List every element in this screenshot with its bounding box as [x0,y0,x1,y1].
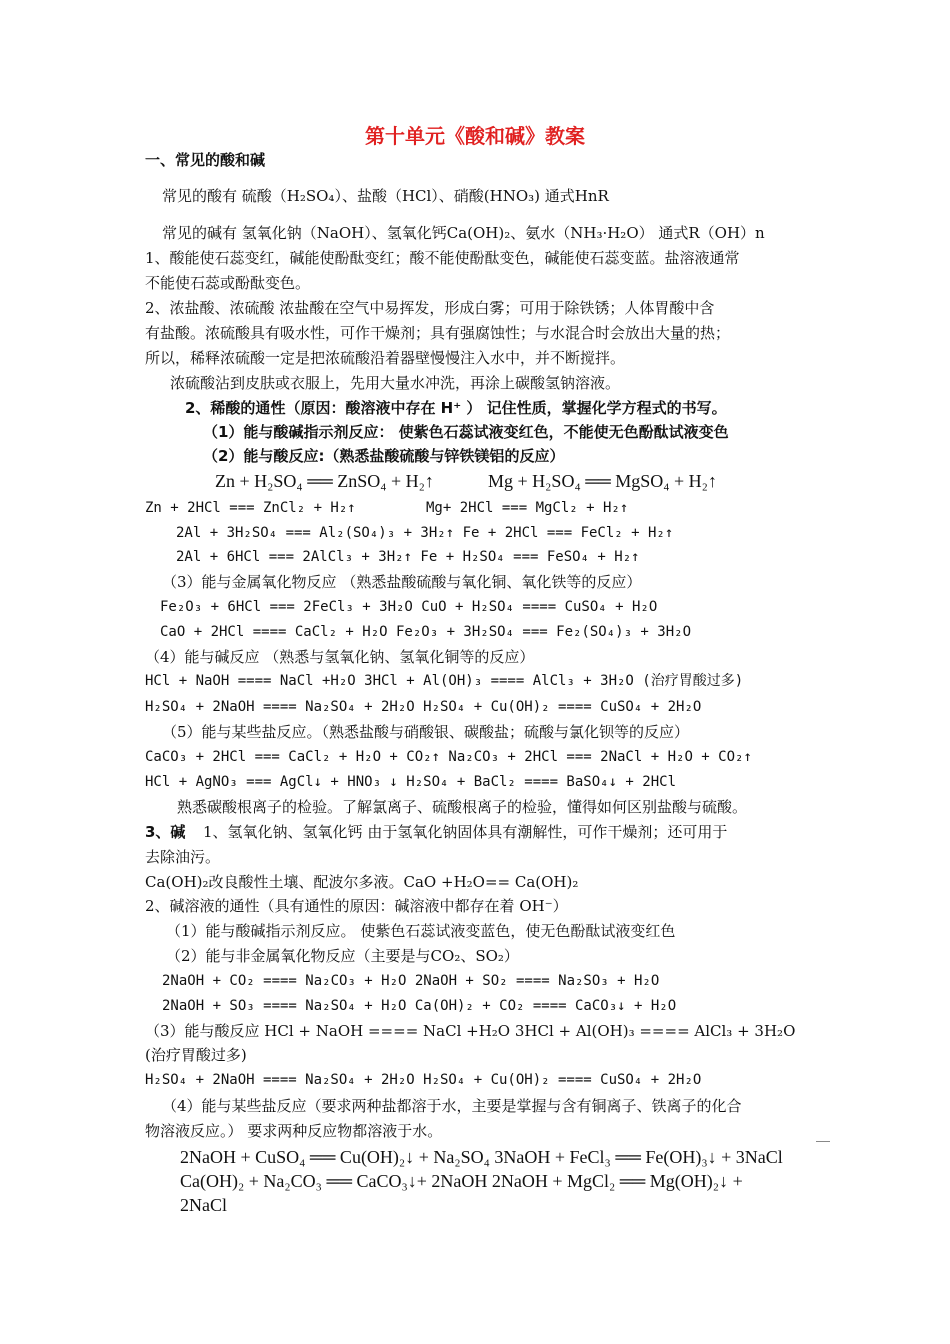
conc-acid-paragraph-line2: 有盐酸。浓硫酸具有吸水性，可作干燥剂；具有强腐蚀性；与水混合时会放出大量的热； [145,324,731,342]
equation-base-oxide-2: 2NaOH + SO₃ ==== Na₂SO₄ + H₂O Ca(OH)₂ + CO₂ ==== CaCO₃↓ + H₂O [162,998,677,1014]
bases-paragraph-line2: 去除油污。 [145,848,221,866]
dilute-acid-heading: 2、稀酸的通性（原因：酸溶液中存在 H⁺ ） 记住性质，掌握化学方程式的书写。 [185,399,727,417]
equation-salt-2: Ca(OH)₂ + Na₂CO₃ ══ CaCO₃↓+ 2NaOH 2NaOH + MgCl₂ ══ Mg(OH)₂↓ + [180,1171,743,1191]
equation-al-h2so4: 2Al + 3H₂SO₄ === Al₂(SO₄)₃ + 3H₂↑ Fe + 2HCl === FeCl₂ + H₂↑ [176,525,674,541]
indicator-paragraph-line2: 不能使石蕊或酚酞变色。 [145,274,311,292]
ion-test-note: 熟悉碳酸根离子的检验。了解氯离子、硫酸根离子的检验，懂得如何区别盐酸与硫酸。 [177,798,748,816]
equation-salt-1: 2NaOH + CuSO₄ ══ Cu(OH)₂↓ + Na₂SO₄ 3NaOH + FeCl₃ ══ Fe(OH)₃↓ + 3NaCl [180,1147,783,1167]
acid-property-2: （2）能与酸反应:（熟悉盐酸硫酸与锌铁镁铝的反应） [203,447,565,465]
common-bases-line: 常见的碱有 氢氧化钠（NaOH）、氢氧化钙Ca(OH)₂、氨水（NH₃·H₂O） 通式R（OH）n [162,224,765,242]
acid-property-4: （4）能与碱反应 （熟悉与氢氧化钠、氢氧化铜等的反应） [145,648,535,666]
equation-metal-oxide-2: CaO + 2HCl ==== CaCl₂ + H₂O Fe₂O₃ + 3H₂SO₄ === Fe₂(SO₄)₃ + 3H₂O [160,624,692,640]
conc-acid-paragraph-line1: 2、浓盐酸、浓硫酸 浓盐酸在空气中易挥发，形成白雾；可用于除铁锈；人体胃酸中含 [145,299,715,317]
acid-property-1: （1）能与酸碱指示剂反应： 使紫色石蕊试液变红色，不能使无色酚酞试液变色 [203,423,729,441]
section-heading-acids-bases: 一、常见的酸和碱 [145,151,266,169]
bases-paragraph-line1: 1、氢氧化钠、氢氧化钙 由于氢氧化钠固体具有潮解性，可作干燥剂；还可用于 [203,823,728,841]
equation-neutralization-1: HCl + NaOH ==== NaCl +H₂O 3HCl + Al(OH)₃ ==== AlCl₃ + 3H₂O (治疗胃酸过多) [145,673,744,689]
acid-property-5: （5）能与某些盐反应。（熟悉盐酸与硝酸银、碳酸盐；硫酸与氯化钡等的反应） [162,723,690,741]
equation-base-acid: H₂SO₄ + 2NaOH ==== Na₂SO₄ + 2H₂O H₂SO₄ + Cu(OH)₂ ==== CuSO₄ + 2H₂O [145,1072,702,1088]
common-acids-line: 常见的酸有 硫酸（H₂SO₄）、盐酸（HCl）、硝酸(HNO₃) 通式HnR [162,187,609,205]
conc-acid-paragraph-line3: 所以，稀释浓硫酸一定是把浓硫酸沿着器壁慢慢注入水中，并不断搅拌。 [145,349,626,367]
base-general-heading: 2、碱溶液的通性（具有通性的原因：碱溶液中都存在着 OH⁻） [145,897,568,915]
base-property-2: （2）能与非金属氧化物反应（主要是与CO₂、SO₂） [166,947,519,965]
acid-property-3: （3）能与金属氧化物反应 （熟悉盐酸硫酸与氧化铜、氧化铁等的反应） [162,573,642,591]
base-property-3-note: (治疗胃酸过多) [145,1046,247,1064]
equation-carbonate: CaCO₃ + 2HCl === CaCl₂ + H₂O + CO₂↑ Na₂CO₃ + 2HCl === 2NaCl + H₂O + CO₂↑ [145,749,752,765]
equation-zn-h2so4: Zn + H₂SO₄ ══ ZnSO₄ + H₂↑ [215,471,434,491]
safety-note-line: 浓硫酸沾到皮肤或衣服上，先用大量水冲洗，再涂上碳酸氢钠溶液。 [170,374,621,392]
indicator-paragraph-line1: 1、酸能使石蕊变红，碱能使酚酞变红；酸不能使酚酞变色，碱能使石蕊变蓝。盐溶液通常 [145,249,740,267]
equation-base-oxide-1: 2NaOH + CO₂ ==== Na₂CO₃ + H₂O 2NaOH + SO₂ ==== Na₂SO₃ + H₂O [162,973,660,989]
divider-mark [816,1141,830,1142]
equation-metal-oxide-1: Fe₂O₃ + 6HCl === 2FeCl₃ + 3H₂O CuO + H₂SO₄ ==== CuSO₄ + H₂O [160,599,658,615]
section-heading-bases: 3、碱 [145,823,186,841]
base-property-3: （3）能与酸反应 HCl + NaOH ==== NaCl +H₂O 3HCl + Al(OH)₃ ==== AlCl₃ + 3H₂O [145,1022,796,1040]
equation-mg-hcl: Mg+ 2HCl === MgCl₂ + H₂↑ [426,500,629,516]
base-property-1: （1）能与酸碱指示剂反应。 使紫色石蕊试液变蓝色，使无色酚酞试液变红色 [166,922,676,940]
base-property-4-line1: （4）能与某些盐反应（要求两种盐都溶于水，主要是掌握与含有铜离子、铁离子的化合 [162,1097,742,1115]
page-title: 第十单元《酸和碱》教案 [365,124,585,148]
equation-mg-h2so4: Mg + H₂SO₄ ══ MgSO₄ + H₂↑ [488,471,717,491]
caoh2-uses-line: Ca(OH)₂改良酸性土壤、配波尔多液。CaO +H₂O== Ca(OH)₂ [145,873,579,891]
equation-al-hcl: 2Al + 6HCl === 2AlCl₃ + 3H₂↑ Fe + H₂SO₄ === FeSO₄ + H₂↑ [176,549,640,565]
equation-salt-2-cont: 2NaCl [180,1195,227,1215]
equation-zn-hcl: Zn + 2HCl === ZnCl₂ + H₂↑ [145,500,356,516]
equation-neutralization-2: H₂SO₄ + 2NaOH ==== Na₂SO₄ + 2H₂O H₂SO₄ + Cu(OH)₂ ==== CuSO₄ + 2H₂O [145,699,702,715]
equation-precipitate: HCl + AgNO₃ === AgCl↓ + HNO₃ ↓ H₂SO₄ + BaCl₂ ==== BaSO₄↓ + 2HCl [145,774,677,790]
base-property-4-line2: 物溶液反应。） 要求两种反应物都溶液于水。 [145,1122,443,1140]
